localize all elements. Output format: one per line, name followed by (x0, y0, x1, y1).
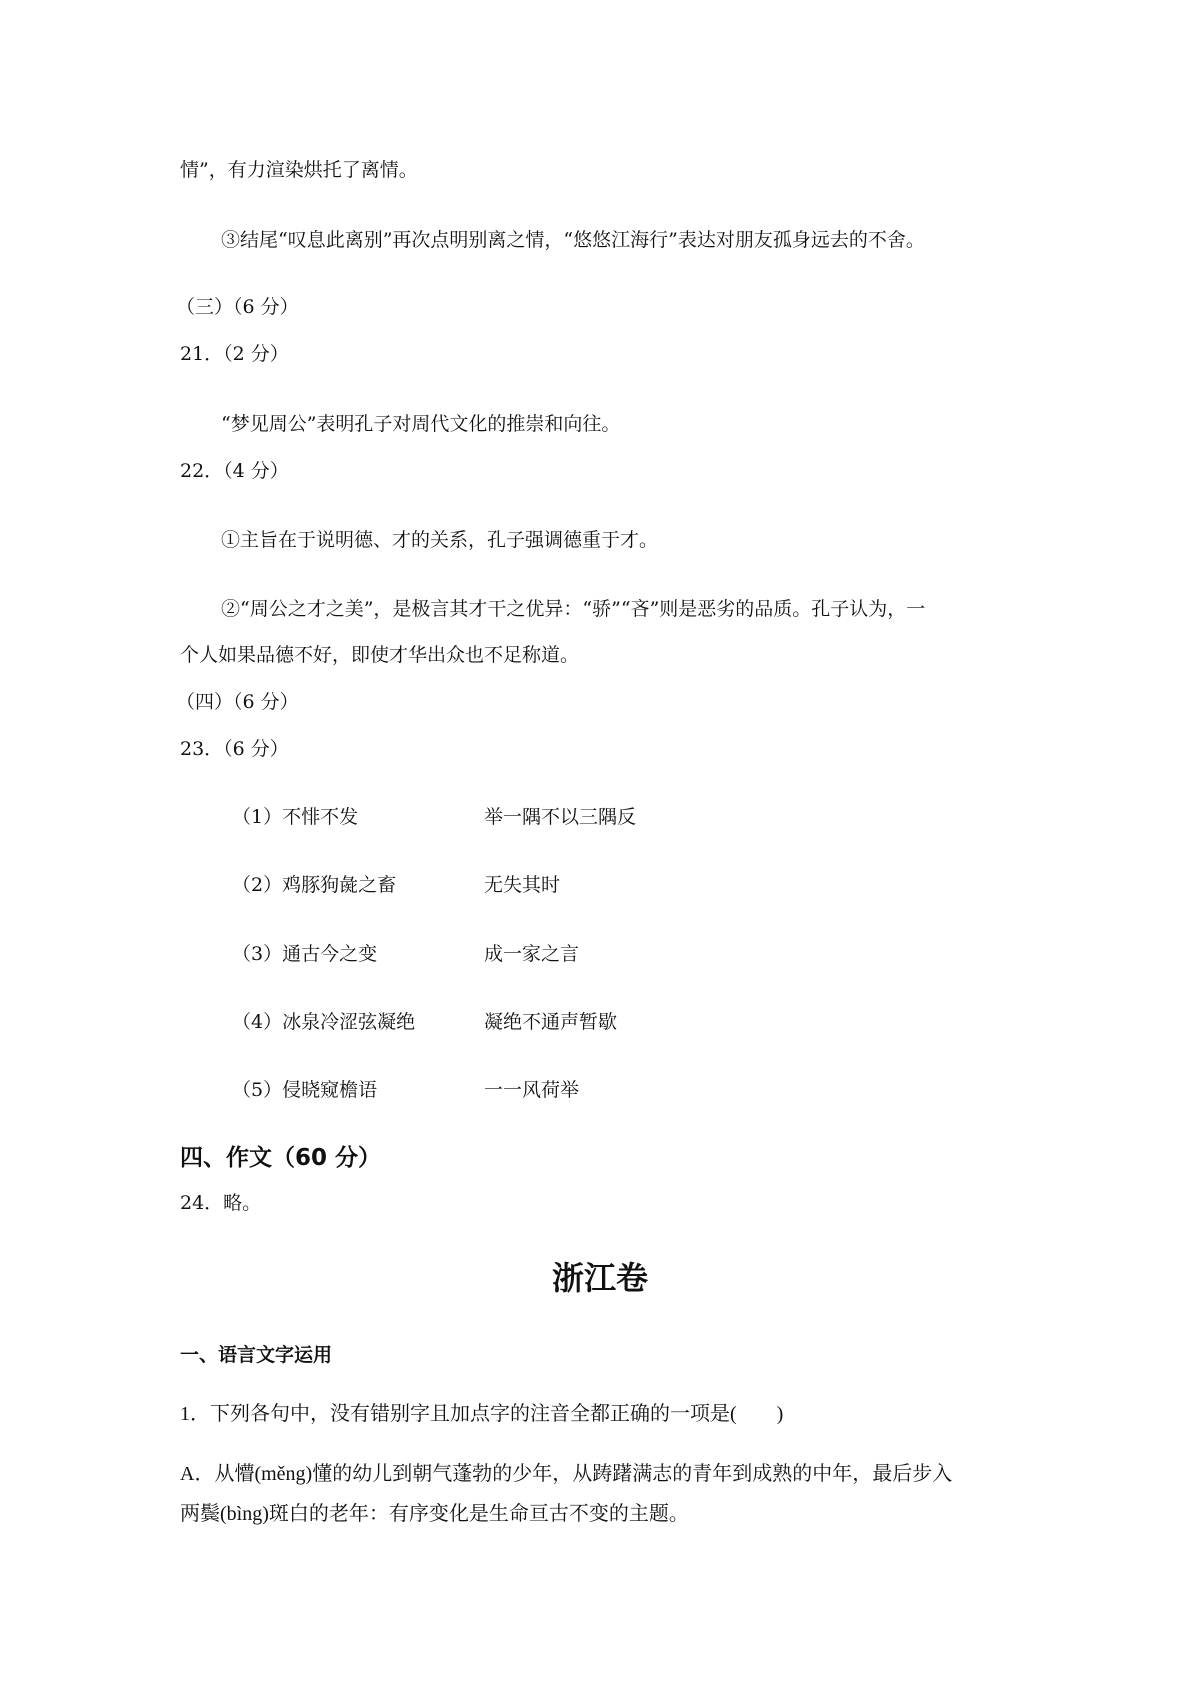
question-23: 23．（6 分） (180, 738, 289, 760)
question-22: 22．（4 分） (180, 460, 289, 482)
answer-23-1-b: 举一隅不以三隅反 (484, 806, 637, 828)
section-heading: 一、语言文字运用 (180, 1344, 333, 1366)
option-a-line-2: 两鬓(bìng)斑白的老年：有序变化是生命亘古不变的主题。 (180, 1503, 689, 1525)
exam-title: 浙江卷 (551, 1259, 648, 1297)
answer-22-point-2-cont: 个人如果品德不好，即使才华出众也不足称道。 (180, 644, 580, 666)
essay-item: 24．略。 (180, 1192, 262, 1214)
answer-23-4-b: 凝绝不通声暂歇 (484, 1011, 618, 1033)
answer-23-5-a: （5）侵晓窥檐语 (232, 1079, 378, 1101)
answer-23-2-b: 无失其时 (484, 874, 561, 896)
answer-23-1-a: （1）不悱不发 (232, 806, 359, 828)
section-three-heading: （三）（6 分） (176, 296, 299, 318)
section-four-heading: （四）（6 分） (176, 691, 299, 713)
essay-heading: 四、作文（60 分） (180, 1145, 382, 1171)
option-a-line-1: A．从懵(měng)懂的幼儿到朝气蓬勃的少年，从踌躇满志的青年到成熟的中年，最后步入 (180, 1463, 953, 1485)
line-2: ③结尾“叹息此离别”再次点明别离之情，“悠悠江海行”表达对朋友孤身远去的不舍。 (221, 229, 925, 251)
question-1: 1．下列各句中，没有错别字且加点字的注音全都正确的一项是( ) (180, 1403, 784, 1425)
answer-23-3-a: （3）通古今之变 (232, 943, 378, 965)
answer-23-3-b: 成一家之言 (484, 943, 580, 965)
line-1: 情”，有力渲染烘托了离情。 (180, 159, 418, 181)
question-21: 21．（2 分） (180, 343, 289, 365)
answer-23-5-b: 一一风荷举 (484, 1079, 580, 1101)
answer-23-2-a: （2）鸡豚狗彘之畜 (232, 874, 397, 896)
answer-22-point-2: ②“周公之才之美”，是极言其才干之优异：“骄”“吝”则是恶劣的品质。孔子认为，一 (221, 598, 926, 620)
answer-21: “梦见周公”表明孔子对周代文化的推崇和向往。 (221, 413, 621, 435)
answer-23-4-a: （4）冰泉冷涩弦凝绝 (232, 1011, 416, 1033)
answer-22-point-1: ①主旨在于说明德、才的关系，孔子强调德重于才。 (221, 529, 659, 551)
